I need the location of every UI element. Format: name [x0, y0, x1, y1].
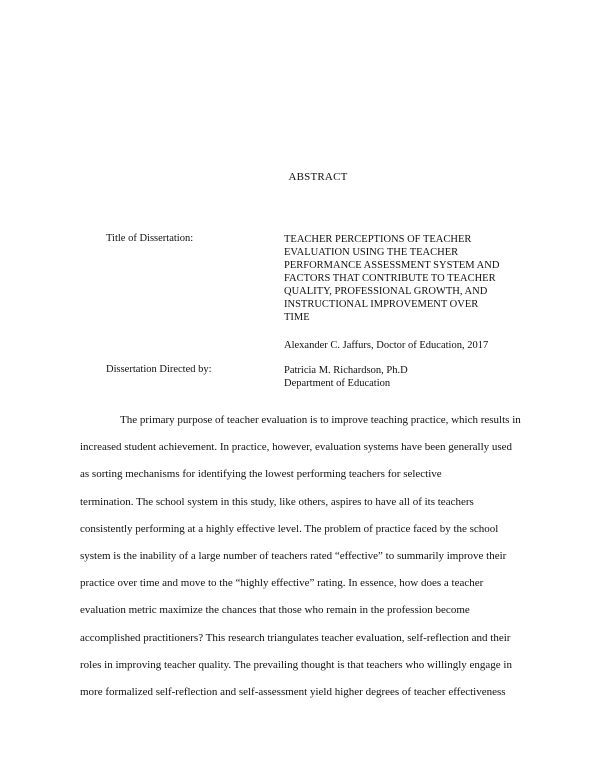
abstract-line: as sorting mechanisms for identifying the lowest performing teachers for selective: [80, 468, 442, 481]
title-line: EVALUATION USING THE TEACHER: [284, 247, 459, 258]
abstract-body: [80, 407, 550, 706]
title-line: FACTORS THAT CONTRIBUTE TO TEACHER: [284, 273, 496, 284]
abstract-line: roles in improving teacher quality. The prevailing thought is that teachers who willingly engage in: [80, 658, 512, 671]
title-line: INSTRUCTIONAL IMPROVEMENT OVER: [284, 299, 479, 310]
dissertation-title: [284, 233, 524, 324]
directed-by-label: Dissertation Directed by:: [106, 364, 212, 375]
director-department: Department of Education: [284, 378, 391, 389]
abstract-line: more formalized self-reflection and self-assessment yield higher degrees of teacher effectiveness: [80, 686, 506, 699]
abstract-line: increased student achievement. In practice, however, evaluation systems have been generally used: [80, 441, 513, 454]
abstract-line: system is the inability of a large number of teachers rated “effective” to summarily improve their: [80, 550, 507, 563]
title-label: Title of Dissertation:: [106, 233, 194, 244]
title-line: PERFORMANCE ASSESSMENT SYSTEM AND: [284, 260, 500, 271]
abstract-line: consistently performing at a highly effective level. The problem of practice faced by the school: [80, 522, 499, 535]
title-line: TEACHER PERCEPTIONS OF TEACHER: [284, 234, 472, 245]
abstract-line: practice over time and move to the “highly effective” rating. In essence, how does a teacher: [80, 577, 484, 590]
director-name: Patricia M. Richardson, Ph.D: [284, 365, 408, 376]
title-line: QUALITY, PROFESSIONAL GROWTH, AND: [284, 286, 488, 297]
author-line: Alexander C. Jaffurs, Doctor of Education, 2017: [284, 340, 489, 351]
abstract-heading: ABSTRACT: [288, 171, 348, 183]
abstract-line: termination. The school system in this study, like others, aspires to have all of its teachers: [80, 495, 474, 508]
director-info: [284, 364, 524, 390]
abstract-line: accomplished practitioners? This research triangulates teacher evaluation, self-reflection and their: [80, 631, 511, 644]
abstract-line: evaluation metric maximize the chances that those who remain in the profession become: [80, 604, 470, 617]
abstract-line: The primary purpose of teacher evaluation is to improve teaching practice, which results in: [120, 414, 521, 426]
title-line: TIME: [284, 312, 310, 323]
